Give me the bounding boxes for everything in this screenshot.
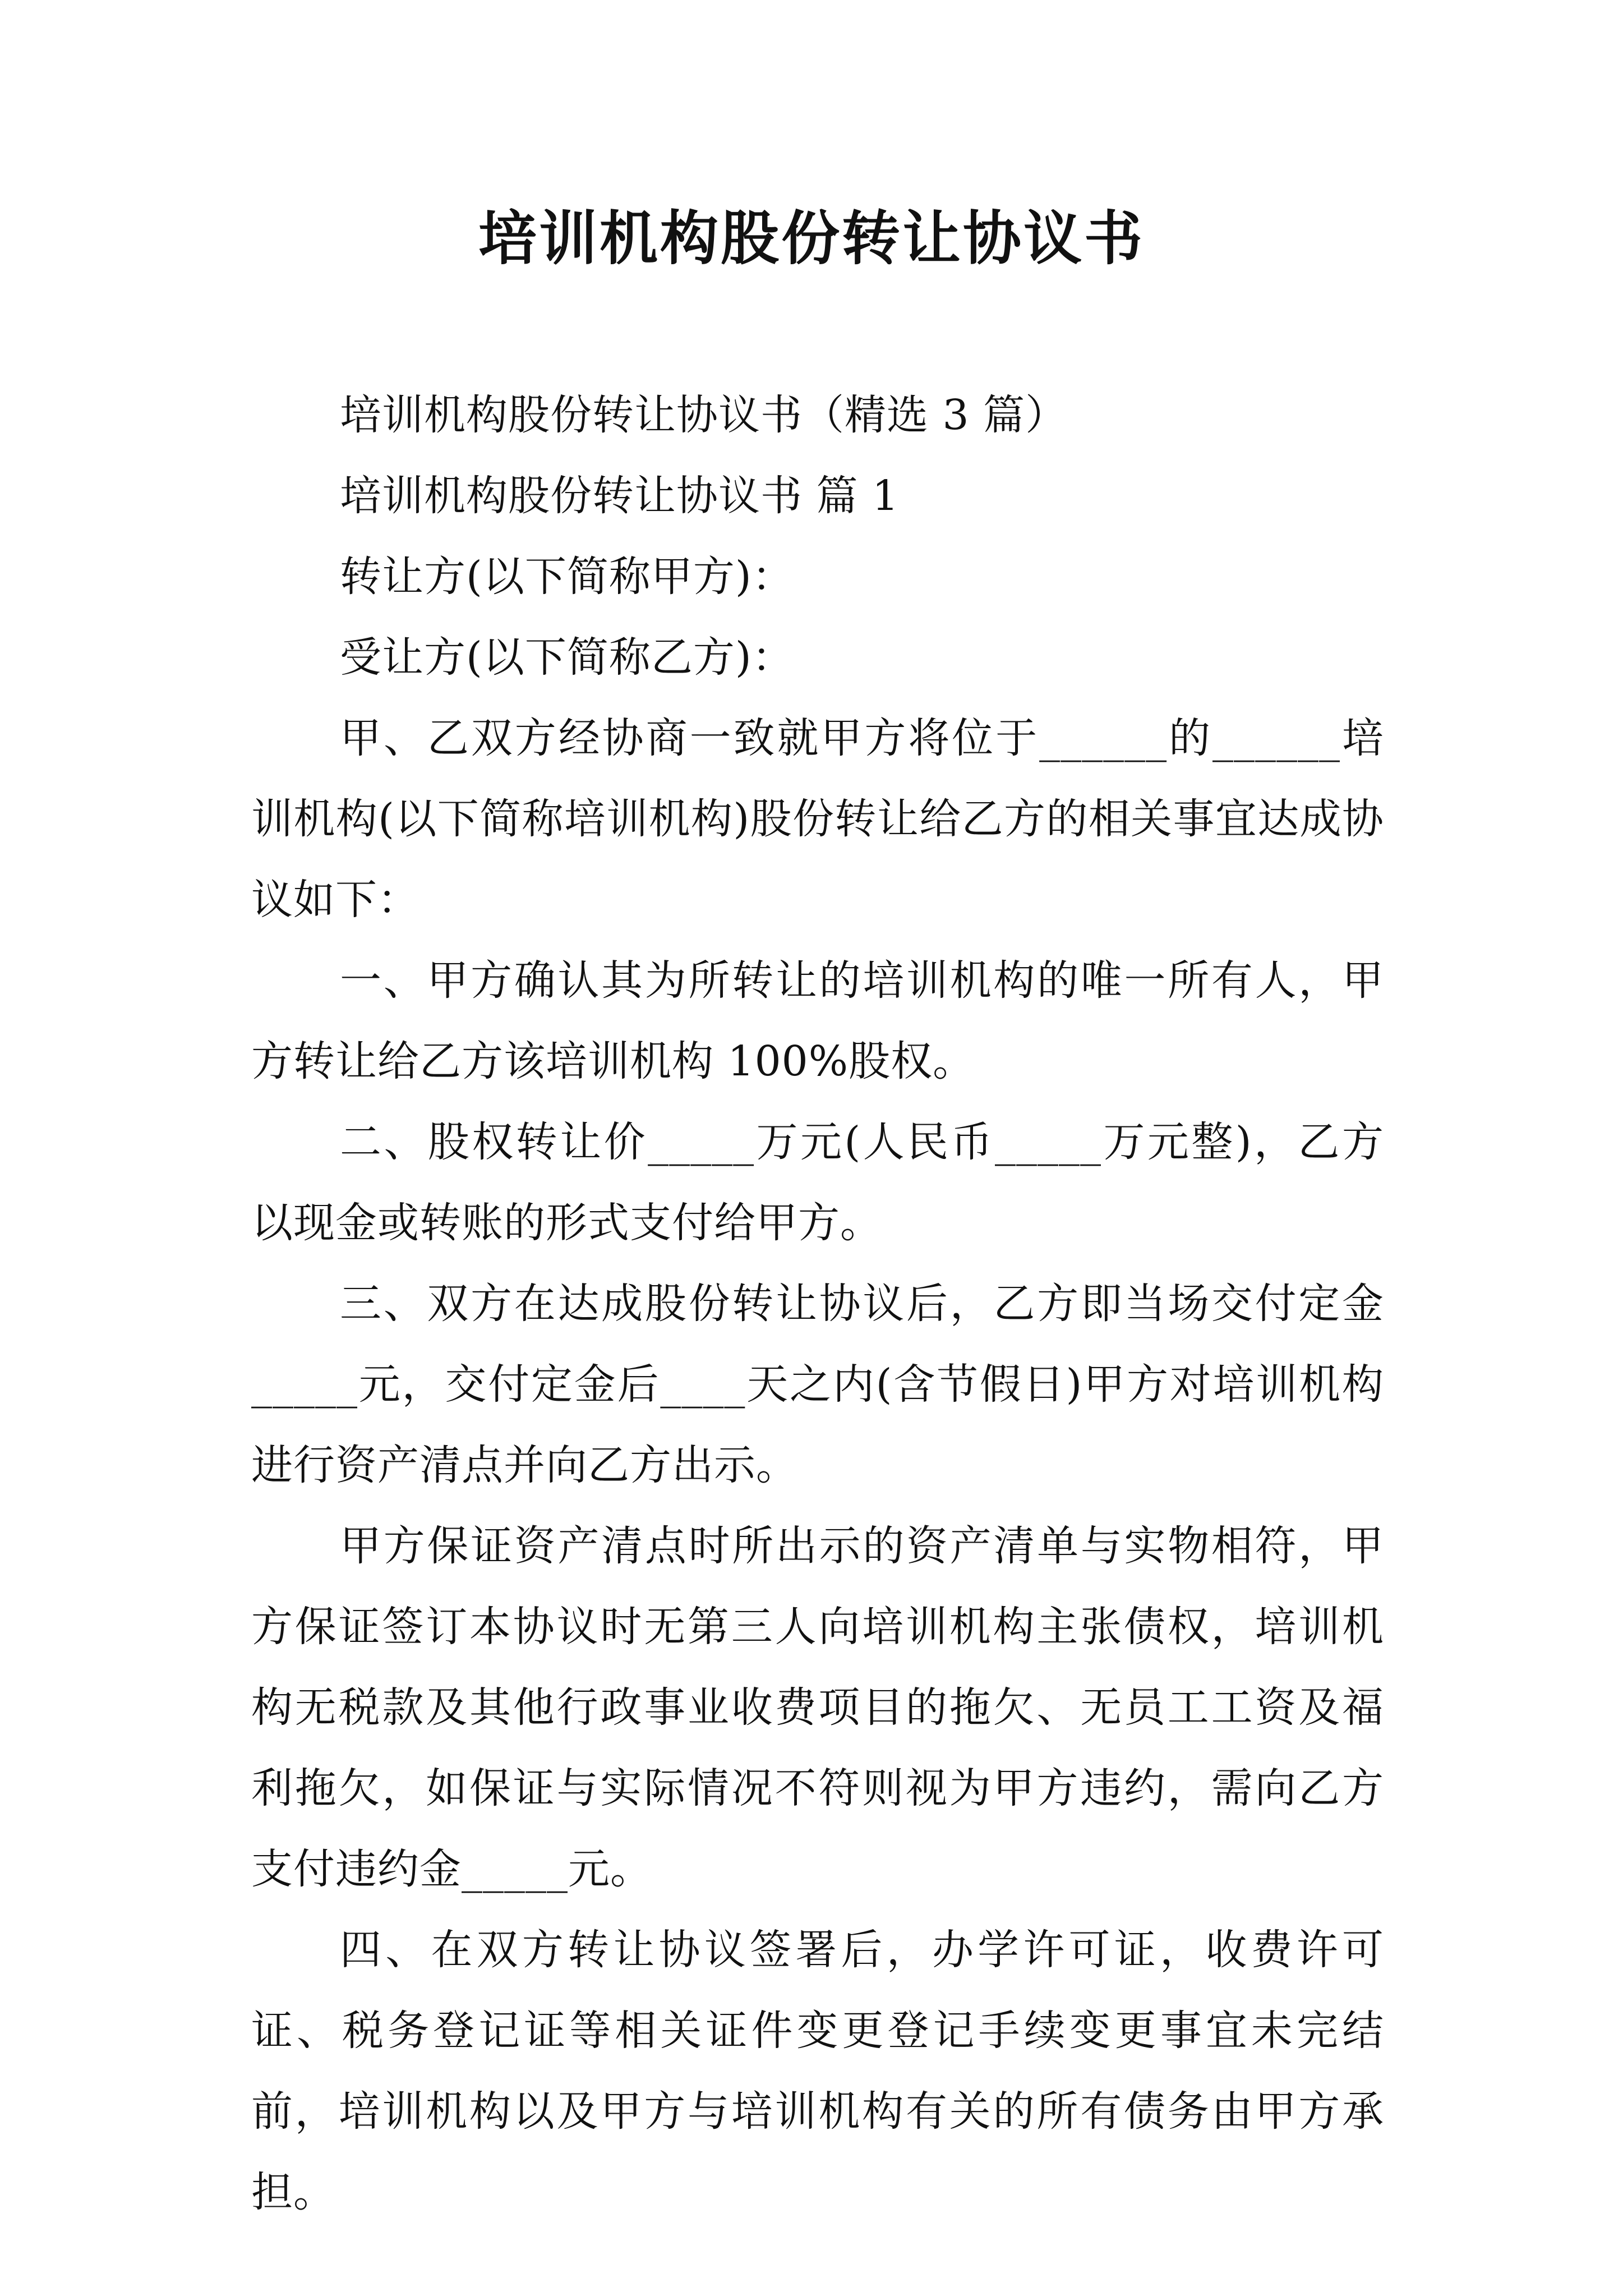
paragraph-preamble: 甲、乙双方经协商一致就甲方将位于______的______培训机构(以下简称培训机构)股份转让给乙方的相关事宜达成协议如下：: [251, 714, 1384, 924]
document-title: 培训机构股份转让协议书: [478, 204, 1145, 273]
paragraph-section-heading: 培训机构股份转让协议书 篇 1: [340, 472, 900, 520]
document-body: [251, 375, 1384, 2233]
paragraph-clause-2: 二、股权转让价_____万元(人民币_____万元整)，乙方以现金或转账的形式支付给甲方。: [251, 1118, 1384, 1247]
paragraph-transferee: 受让方(以下简称乙方)：: [340, 633, 794, 682]
paragraph-clause-4: 四、在双方转让协议签署后，办学许可证，收费许可证、税务登记证等相关证件变更登记手续变更事宜未完结前，培训机构以及甲方与培训机构有关的所有债务由甲方承担。: [251, 1926, 1384, 2216]
paragraph-transferor: 转让方(以下简称甲方)：: [340, 553, 794, 601]
paragraph-clause-1: 一、甲方确认其为所转让的培训机构的唯一所有人，甲方转让给乙方该培训机构 100%股权。: [251, 956, 1384, 1085]
paragraph-guarantee: 甲方保证资产清点时所出示的资产清单与实物相符，甲方保证签订本协议时无第三人向培训机构主张债权，培训机构无税款及其他行政事业收费项目的拖欠、无员工工资及福利拖欠，如保证与实际情况不符则视为甲方违约，需向乙方支付违约金_____元。: [251, 1522, 1384, 1893]
paragraph-subtitle: 培训机构股份转让协议书（精选 3 篇）: [340, 391, 1068, 439]
paragraph-clause-3: 三、双方在达成股份转让协议后，乙方即当场交付定金_____元，交付定金后____天之内(含节假日)甲方对培训机构进行资产清点并向乙方出示。: [251, 1280, 1384, 1489]
